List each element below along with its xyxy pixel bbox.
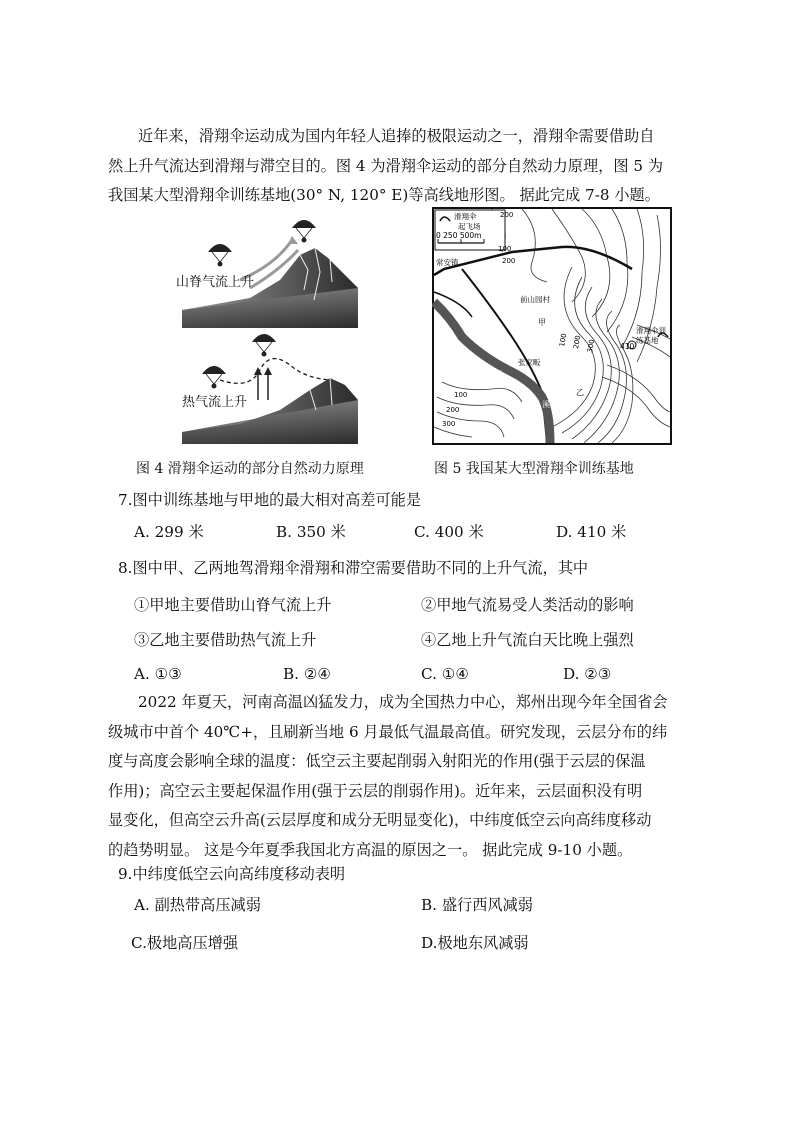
contour-label: 200 xyxy=(572,334,583,350)
thermal-lift-diagram xyxy=(182,334,358,444)
place-yi: 乙 xyxy=(576,388,584,397)
q8-statement-4: ④乙地上升气流白天比晚上强烈 xyxy=(421,631,634,649)
question-7-stem: 7.图中训练基地与甲地的最大相对高差可能是 xyxy=(118,491,422,509)
q8-option-c: C. ①④ xyxy=(421,665,469,683)
river-char: 壶 xyxy=(454,350,462,359)
contour-map xyxy=(432,207,672,445)
passage-1 xyxy=(108,122,686,211)
passage-2-line: 度与高度会影响全球的温度：低空云主要起削弱入射阳光的作用(强于云层的保温 xyxy=(108,752,646,770)
legend-title-1: 滑翔伞 xyxy=(454,212,477,221)
contour-label: 200 xyxy=(446,406,460,414)
q8-statement-2: ②甲地气流易受人类活动的影响 xyxy=(421,596,634,614)
contour-label: 100 xyxy=(558,332,569,348)
q7-option-b: B. 350 米 xyxy=(276,523,346,541)
question-9-stem: 9.中纬度低空云向高纬度移动表明 xyxy=(118,865,346,883)
paraglider-icon xyxy=(292,220,316,243)
figure-4-caption: 图 4 滑翔伞运动的部分自然动力原理 xyxy=(136,461,364,477)
contour-label: 100 xyxy=(498,245,512,253)
place-qianshan: 前山园村 xyxy=(520,295,550,304)
legend-title-2: 起飞场 xyxy=(458,222,481,231)
passage-1-line: 近年来，滑翔伞运动成为国内年轻人追捧的极限运动之一，滑翔伞需要借助自 xyxy=(138,127,655,145)
passage-2-line: 显变化，但高空云升高(云层厚度和成分无明显变化)，中纬度低空云向高纬度移动 xyxy=(108,811,652,829)
question-8-stem: 8.图中甲、乙两地驾滑翔伞滑翔和滞空需要借助不同的上升气流，其中 xyxy=(118,559,589,577)
q8-statement-3: ③乙地主要借助热气流上升 xyxy=(134,631,317,649)
ridge-lift-label: 山脊气流上升 xyxy=(176,275,255,290)
q7-option-c: C. 400 米 xyxy=(414,523,484,541)
scale-label: 0 250 500m xyxy=(436,231,482,240)
passage-2-line: 的趋势明显。 这是今年夏季我国北方高温的原因之一。 据此完成 9-10 小题。 xyxy=(108,840,633,859)
thermal-lift-label: 热气流上升 xyxy=(182,395,248,410)
elevation-410: 410 xyxy=(620,342,635,351)
q8-option-a: A. ①③ xyxy=(134,665,182,683)
q8-option-b: B. ②④ xyxy=(283,665,332,683)
river-char: 溪 xyxy=(542,400,550,409)
paraglider-icon xyxy=(252,334,276,357)
contour-label: 200 xyxy=(500,211,514,219)
q9-option-a: A. 副热带高压减弱 xyxy=(134,896,261,914)
q8-statement-1: ①甲地主要借助山脊气流上升 xyxy=(134,596,332,614)
contour-label: 300 xyxy=(586,338,597,354)
passage-1-line: 然上升气流达到滑翔与滞空目的。图 4 为滑翔伞运动的部分自然动力原理，图 5 为 xyxy=(108,156,664,175)
q9-option-d: D.极地东风减弱 xyxy=(421,934,529,952)
q9-option-b: B. 盛行西风减弱 xyxy=(421,896,533,914)
contour-label: 300 xyxy=(442,420,456,428)
passage-2 xyxy=(108,688,686,865)
base-label-1: 滑翔伞训 xyxy=(636,326,666,335)
base-label-2: 练基地 xyxy=(636,336,659,345)
q7-option-a: A. 299 米 xyxy=(134,523,204,541)
contour-label: 200 xyxy=(502,257,516,265)
place-jia: 甲 xyxy=(538,318,546,327)
passage-2-line: 2022 年夏天，河南高温凶猛发力，成为全国热力中心，郑州出现今年全国省会 xyxy=(138,693,668,711)
passage-2-line: 作用)；高空云主要起保温作用(强于云层的削弱作用)。近年来，云层面积没有明 xyxy=(108,781,643,800)
q8-option-d: D. ②③ xyxy=(563,665,612,683)
river-char: 源 xyxy=(494,370,502,379)
q9-option-c: C.极地高压增强 xyxy=(131,934,239,952)
place-changan: 常安镇 xyxy=(436,258,459,267)
paraglider-icon xyxy=(202,366,226,389)
figure-5 xyxy=(432,207,672,445)
figure-4 xyxy=(176,210,360,448)
passage-1-line: 我国某大型滑翔伞训练基地(30° N, 120° E)等高线地形图。 据此完成 7-8 小题。 xyxy=(108,186,660,204)
passage-2-line: 级城市中首个 40℃+，且刷新当地 6 月最低气温最高值。研究发现，云层分布的纬 xyxy=(108,722,668,741)
figure-5-caption: 图 5 我国某大型滑翔伞训练基地 xyxy=(434,461,634,477)
paraglider-icon xyxy=(208,244,232,267)
place-zhangjia: 张家畈 xyxy=(518,358,541,367)
contour-label: 100 xyxy=(454,391,468,399)
figure-4-illustration xyxy=(180,210,360,448)
q7-option-d: D. 410 米 xyxy=(556,523,627,541)
